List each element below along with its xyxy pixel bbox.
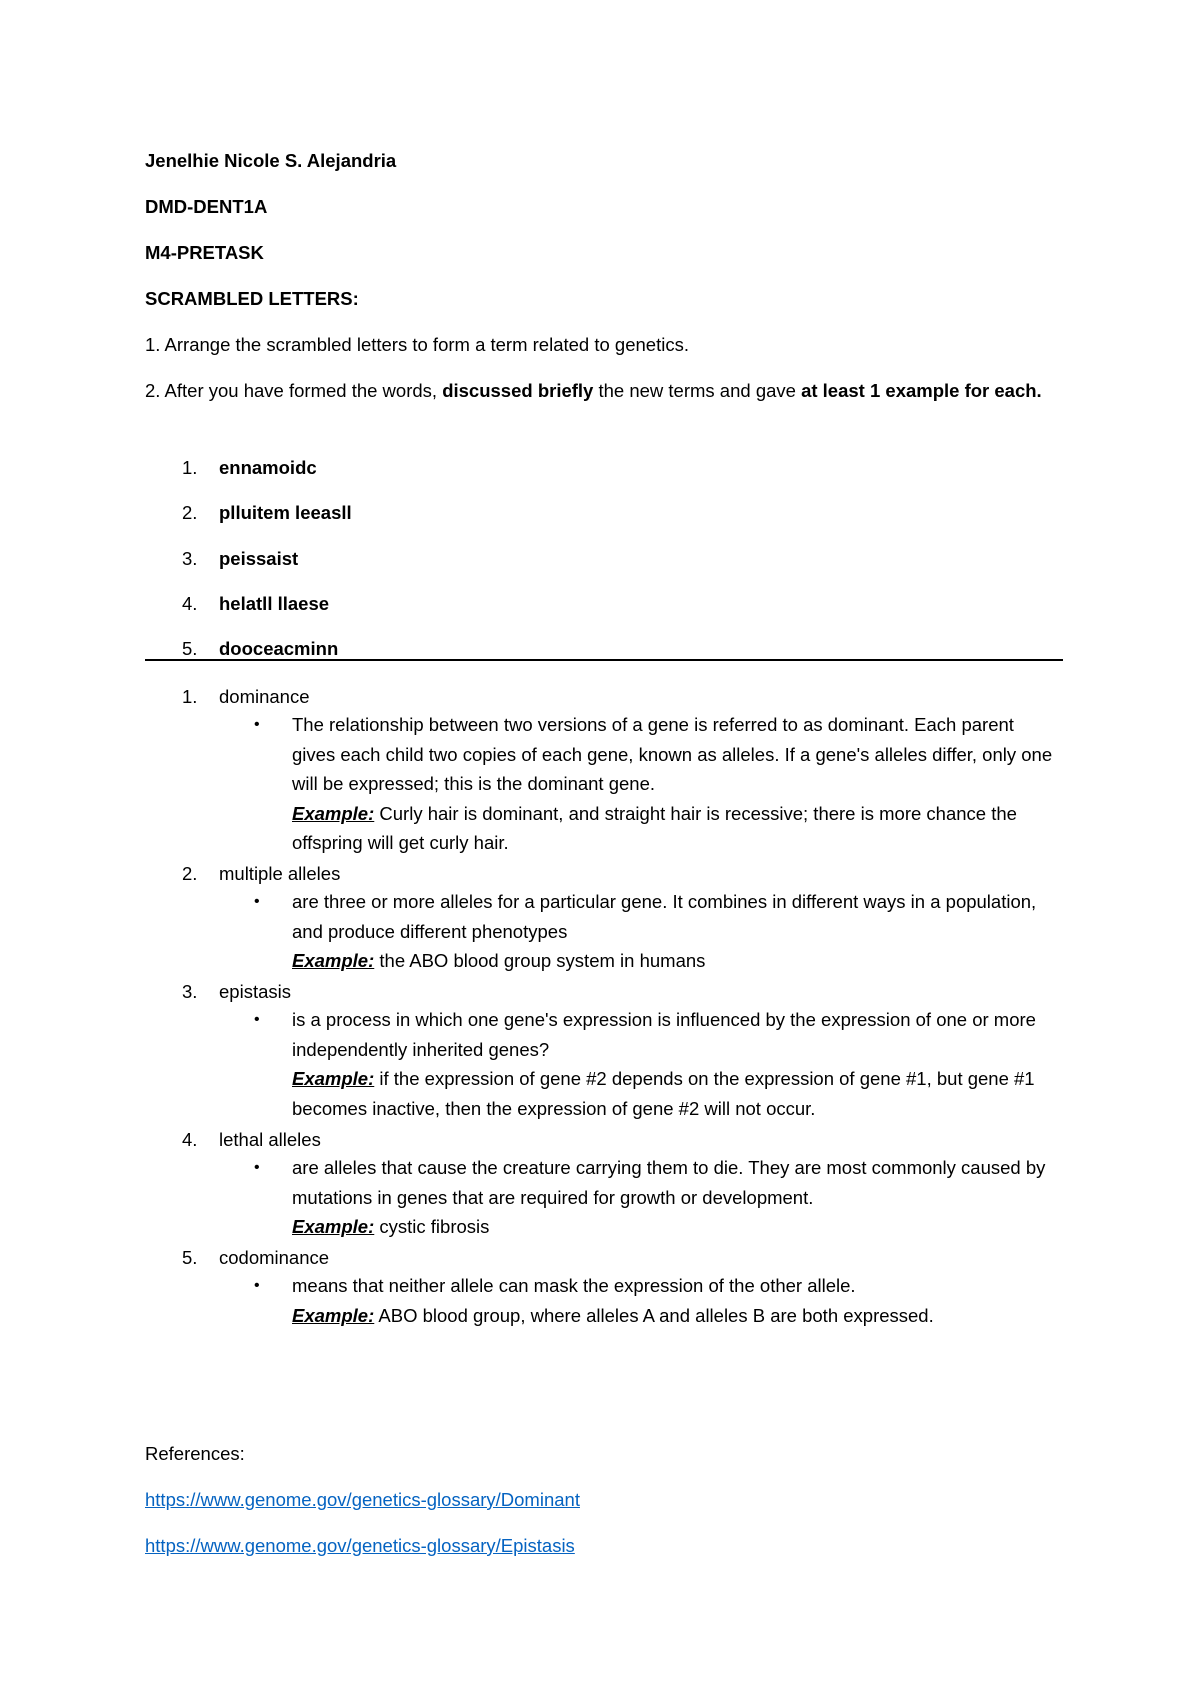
task-title: M4-PRETASK [145, 242, 264, 263]
answer-number: 1. [182, 686, 198, 707]
section-code: DMD-DENT1A [145, 196, 268, 217]
scrambled-word: helatll llaese [219, 593, 330, 614]
answer-definition: The relationship between two versions of a gene is referred to as dominant. Each parent gives each child two copies of each gene, known as alleles. If a gene's alleles differ, only one will be expressed; this is the dominant gene. [292, 714, 1053, 794]
instruction-2-part-2: discussed briefly [442, 380, 594, 401]
scrambled-number: 5. [182, 638, 198, 659]
example-label: Example: [292, 1068, 375, 1089]
example-label: Example: [292, 950, 375, 971]
answer-term: epistasis [219, 981, 291, 1002]
example-label: Example: [292, 1216, 375, 1237]
bullet-icon: • [254, 1011, 260, 1028]
scrambled-number: 3. [182, 548, 198, 569]
instruction-2 [145, 376, 1065, 405]
example-text: if the expression of gene #2 depends on the expression of gene #1, but gene #1 becomes inactive, then the expression of gene #2 will not occur. [292, 1068, 1035, 1119]
scrambled-word: plluitem leeasll [219, 502, 352, 523]
answer-definition: means that neither allele can mask the expression of the other allele. [292, 1275, 856, 1296]
scrambled-word: ennamoidc [219, 457, 317, 478]
answer-term: codominance [219, 1247, 330, 1268]
answer-example [292, 1212, 1062, 1242]
example-text: the ABO blood group system in humans [374, 950, 706, 971]
scrambled-number: 4. [182, 593, 198, 614]
answer-term: multiple alleles [219, 863, 341, 884]
answer-example [292, 1064, 1062, 1123]
scrambled-number: 2. [182, 502, 198, 523]
section-heading: SCRAMBLED LETTERS: [145, 288, 359, 309]
answer-body [292, 710, 1062, 858]
horizontal-rule [145, 659, 1063, 661]
instruction-2-part-4: at least 1 example for each. [801, 380, 1042, 401]
answer-definition: are three or more alleles for a particular gene. It combines in different ways in a population, and produce different phenotypes [292, 891, 1037, 942]
answer-body [292, 1153, 1062, 1242]
example-text: Curly hair is dominant, and straight hair is recessive; there is more chance the offspring will get curly hair. [292, 802, 1017, 853]
answer-number: 5. [182, 1247, 198, 1268]
answer-body [292, 887, 1062, 976]
answer-example [292, 799, 1062, 858]
answer-number: 4. [182, 1129, 198, 1150]
example-text: cystic fibrosis [374, 1216, 490, 1237]
bullet-icon: • [254, 716, 260, 733]
instruction-2-part-1: 2. After you have formed the words, [145, 380, 443, 401]
answer-example [292, 1301, 1062, 1331]
reference-link-dominant[interactable]: https://www.genome.gov/genetics-glossary/Dominant [145, 1489, 580, 1510]
instruction-2-part-3: the new terms and gave [593, 380, 802, 401]
scrambled-number: 1. [182, 457, 198, 478]
bullet-icon: • [254, 893, 260, 910]
answer-example [292, 946, 1062, 976]
references-label: References: [145, 1443, 245, 1464]
answer-number: 3. [182, 981, 198, 1002]
answer-term: dominance [219, 686, 310, 707]
instruction-1: 1. Arrange the scrambled letters to form a term related to genetics. [145, 334, 689, 355]
scrambled-word: peissaist [219, 548, 299, 569]
answer-definition: are alleles that cause the creature carrying them to die. They are most commonly caused by mutations in genes that are required for growth or development. [292, 1157, 1046, 1208]
bullet-icon: • [254, 1159, 260, 1176]
answer-term: lethal alleles [219, 1129, 321, 1150]
student-name: Jenelhie Nicole S. Alejandria [145, 150, 397, 171]
example-label: Example: [292, 1304, 375, 1326]
answer-body [292, 1005, 1062, 1123]
example-label: Example: [292, 802, 375, 824]
answer-body [292, 1271, 1062, 1330]
bullet-icon: • [254, 1277, 260, 1294]
reference-link-epistasis[interactable]: https://www.genome.gov/genetics-glossary/Epistasis [145, 1535, 575, 1556]
answer-number: 2. [182, 863, 198, 884]
scrambled-word: dooceacminn [219, 638, 339, 659]
example-text: ABO blood group, where alleles A and alleles B are both expressed. [374, 1304, 934, 1326]
answer-definition: is a process in which one gene's expression is influenced by the expression of one or more independently inherited genes? [292, 1009, 1036, 1060]
